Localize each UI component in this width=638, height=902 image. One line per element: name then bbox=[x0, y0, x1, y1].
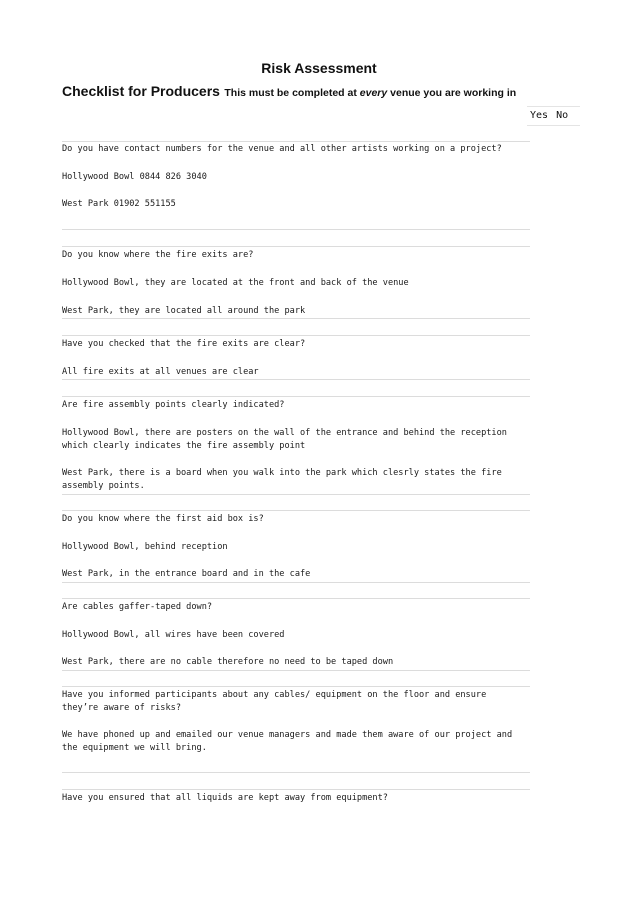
divider bbox=[62, 582, 530, 583]
question-liquids: Have you ensured that all liquids are kept away from equipment? bbox=[62, 793, 388, 803]
answer-hollywood-bowl-cables: Hollywood Bowl, all wires have been covered bbox=[62, 630, 285, 640]
question-assembly-points: Are fire assembly points clearly indicated? bbox=[62, 400, 285, 410]
divider bbox=[62, 686, 530, 687]
answer-hollywood-bowl-assembly: Hollywood Bowl, there are posters on the wall of the entrance and behind the reception which clearly indicates the fire assembly point bbox=[62, 428, 513, 451]
answer-west-park-fire-exits: West Park, they are located all around the park bbox=[62, 306, 306, 316]
divider bbox=[62, 229, 530, 230]
page-title: Risk Assessment bbox=[261, 60, 377, 76]
yes-column-header: Yes bbox=[530, 110, 549, 121]
divider bbox=[62, 772, 530, 773]
divider bbox=[62, 246, 530, 247]
answer-west-park-assembly: West Park, there is a board when you walk into the park which clesrly states the fire assembly points. bbox=[62, 468, 507, 491]
page-subtitle bbox=[62, 83, 516, 101]
divider bbox=[62, 670, 530, 671]
divider bbox=[62, 379, 530, 380]
divider bbox=[62, 335, 530, 336]
answer-west-park-first-aid: West Park, in the entrance board and in the cafe bbox=[62, 569, 311, 579]
divider bbox=[62, 494, 530, 495]
answer-informed-participants: We have phoned up and emailed our venue managers and made them aware of our project and the equipment we will bring. bbox=[62, 730, 518, 753]
question-fire-exits: Do you know where the fire exits are? bbox=[62, 250, 254, 260]
subtitle-main: Checklist for Producers bbox=[62, 83, 220, 99]
divider bbox=[62, 598, 530, 599]
question-contact-numbers: Do you have contact numbers for the venue and all other artists working on a project? bbox=[62, 144, 502, 154]
yes-no-header bbox=[527, 106, 580, 126]
answer-hollywood-bowl-contact: Hollywood Bowl 0844 826 3040 bbox=[62, 172, 207, 182]
question-first-aid-box: Do you know where the first aid box is? bbox=[62, 514, 264, 524]
no-column-header: No bbox=[556, 110, 569, 121]
subtitle-note: This must be completed at every venue you are working in bbox=[224, 87, 517, 99]
divider bbox=[62, 396, 530, 397]
answer-hollywood-bowl-fire-exits: Hollywood Bowl, they are located at the front and back of the venue bbox=[62, 278, 409, 288]
answer-west-park-contact: West Park 01902 551155 bbox=[62, 199, 176, 209]
answer-west-park-cables: West Park, there are no cable therefore no need to be taped down bbox=[62, 657, 394, 667]
answer-fire-exits-clear: All fire exits at all venues are clear bbox=[62, 367, 259, 377]
divider bbox=[62, 510, 530, 511]
question-fire-exits-clear: Have you checked that the fire exits are clear? bbox=[62, 339, 306, 349]
divider bbox=[62, 789, 530, 790]
answer-hollywood-bowl-first-aid: Hollywood Bowl, behind reception bbox=[62, 542, 228, 552]
question-informed-participants: Have you informed participants about any cables/ equipment on the floor and ensure they’re aware of risks? bbox=[62, 690, 492, 713]
question-cables-taped: Are cables gaffer-taped down? bbox=[62, 602, 213, 612]
divider bbox=[62, 141, 530, 142]
divider bbox=[62, 318, 530, 319]
